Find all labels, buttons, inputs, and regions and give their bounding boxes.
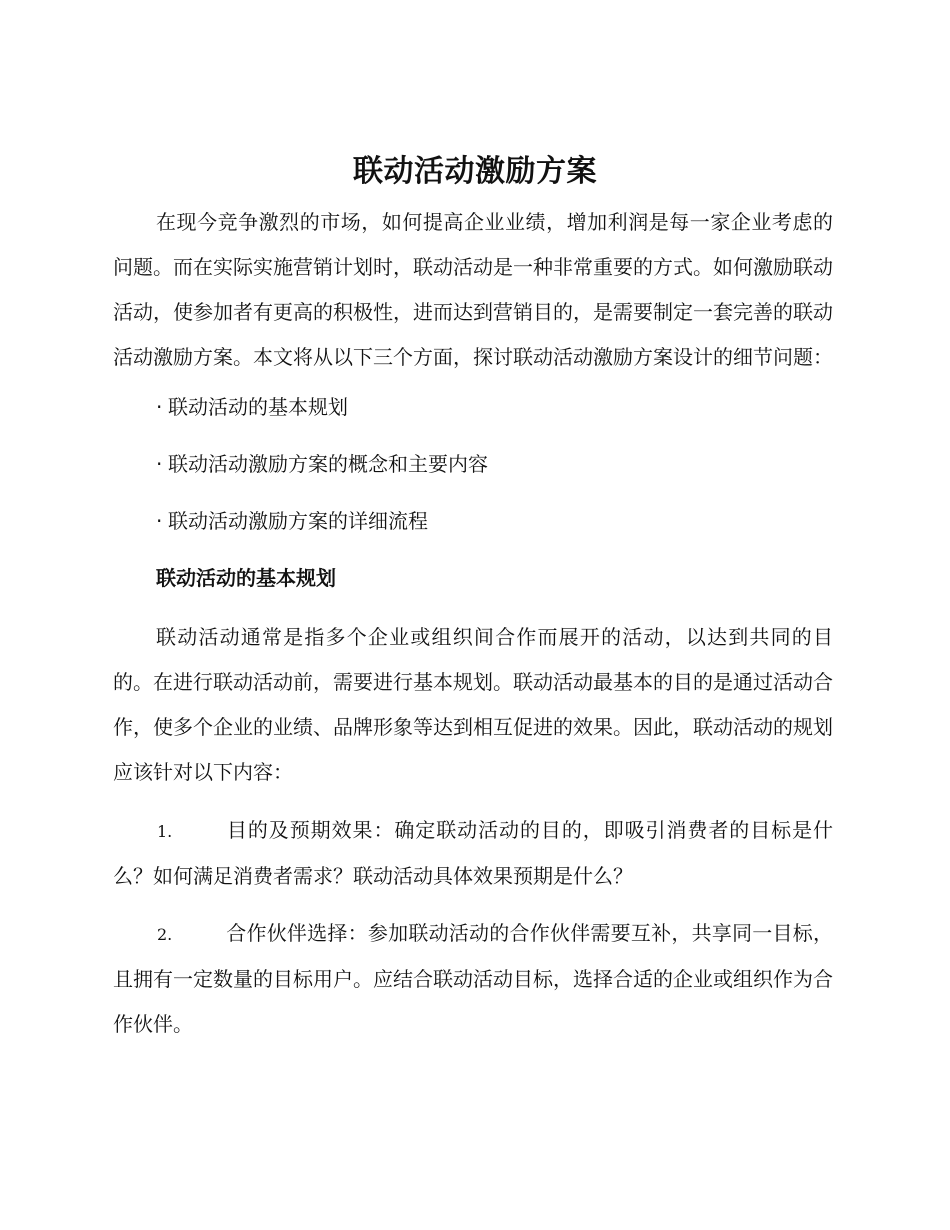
bullet-marker: · <box>156 452 163 476</box>
numbered-list <box>113 808 833 1047</box>
numbered-item-text: 目的及预期效果：确定联动活动的目的，即吸引消费者的目标是什么？如何满足消费者需求？联动活动具体效果预期是什么？ <box>113 818 833 888</box>
list-item <box>113 447 833 481</box>
topic-list <box>113 390 833 538</box>
numbered-item-text: 合作伙伴选择：参加联动活动的合作伙伴需要互补，共享同一目标，且拥有一定数量的目标用户。应结合联动活动目标，选择合适的企业或组织作为合作伙伴。 <box>113 921 833 1036</box>
list-item-text: 联动活动激励方案的概念和主要内容 <box>168 452 488 476</box>
list-item <box>113 504 833 538</box>
section-heading: 联动活动的基本规划 <box>156 566 336 590</box>
section-paragraph: 联动活动通常是指多个企业或组织间合作而展开的活动，以达到共同的目的。在进行联动活动前，需要进行基本规划。联动活动最基本的目的是通过活动合作，使多个企业的业绩、品牌形象等达到相互促进的效果。因此，联动活动的规划应该针对以下内容： <box>113 625 833 784</box>
bullet-marker: · <box>156 509 163 533</box>
list-item-text: 联动活动的基本规划 <box>168 395 348 419</box>
intro-paragraph: 在现今竞争激烈的市场，如何提高企业业绩，增加利润是每一家企业考虑的问题。而在实际实施营销计划时，联动活动是一种非常重要的方式。如何激励联动活动，使参加者有更高的积极性，进而达到营销目的，是需要制定一套完善的联动活动激励方案。本文将从以下三个方面，探讨联动活动激励方案设计的细节问题： <box>113 210 833 369</box>
numbered-item <box>113 911 833 1047</box>
list-item <box>113 390 833 424</box>
item-number: 2. <box>157 925 173 944</box>
list-item-text: 联动活动激励方案的详细流程 <box>168 509 428 533</box>
item-number: 1. <box>157 822 173 841</box>
document-title: 联动活动激励方案 <box>353 154 597 189</box>
numbered-item <box>113 808 833 899</box>
document-body <box>113 200 833 1059</box>
bullet-marker: · <box>156 395 163 419</box>
